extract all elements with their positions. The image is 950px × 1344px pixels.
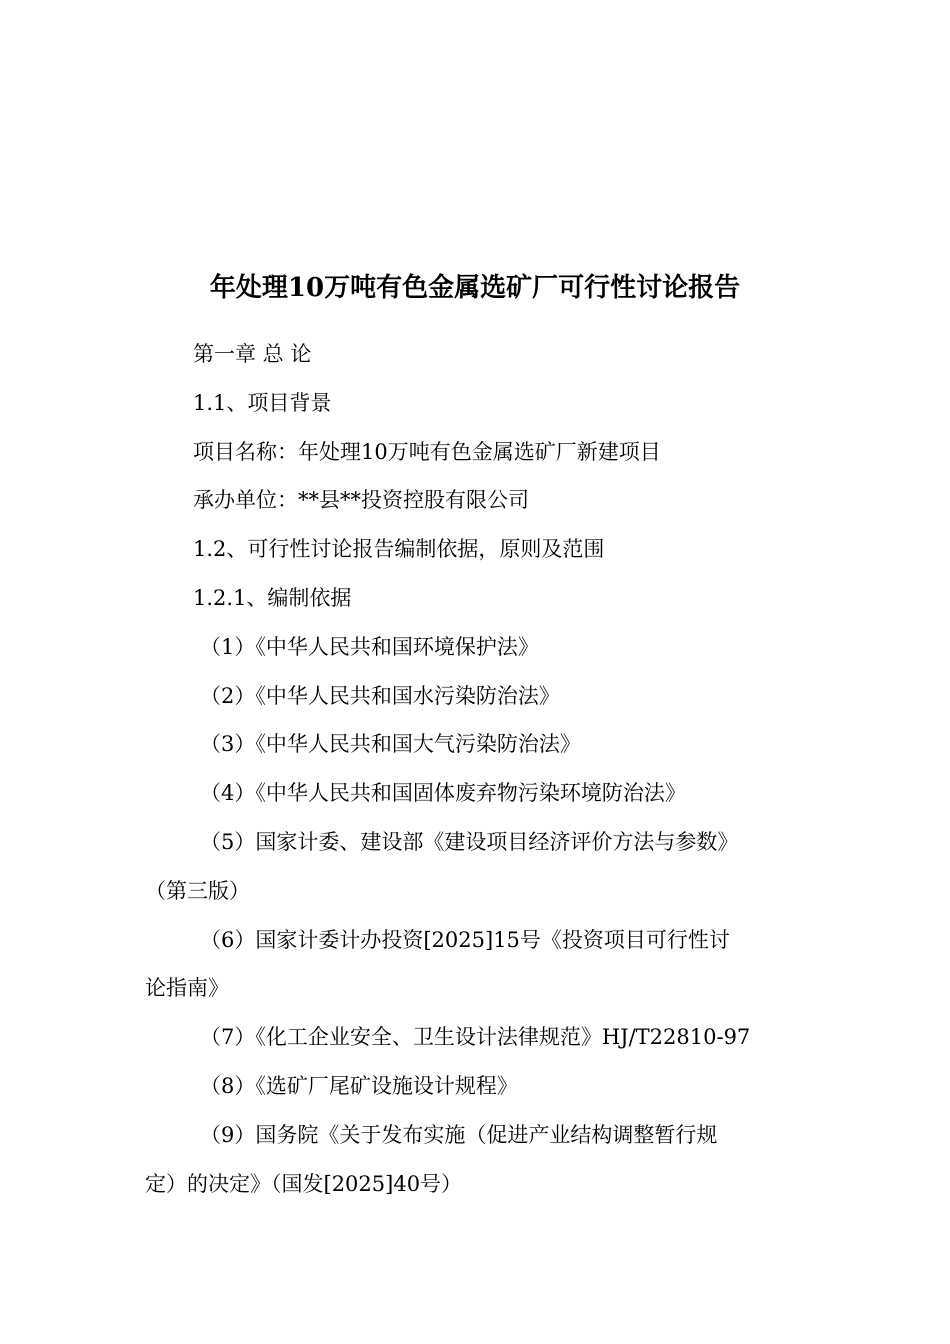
document-body — [145, 330, 810, 1208]
list-item-continuation: （第三版） — [145, 878, 250, 903]
section-heading: 1.2、可行性讨论报告编制依据，原则及范围 — [193, 537, 605, 562]
list-item: （7）《化工企业安全、卫生设计法律规范》HJ/T22810-97 — [200, 1025, 751, 1050]
paragraph-line: 承办单位：**县**投资控股有限公司 — [193, 488, 529, 513]
list-item-continuation: 论指南》 — [145, 976, 229, 1001]
list-item: （5）国家计委、建设部《建设项目经济评价方法与参数》 — [200, 829, 739, 854]
chapter-heading: 第一章 总 论 — [193, 342, 312, 366]
section-heading: 1.1、项目背景 — [193, 390, 332, 415]
list-item: （3）《中华人民共和国大气污染防治法》 — [200, 732, 581, 757]
document-title: 年处理10万吨有色金属选矿厂可行性讨论报告 — [209, 273, 741, 303]
subsection-heading: 1.2.1、编制依据 — [193, 585, 352, 610]
list-item: （4）《中华人民共和国固体废弃物污染环境防治法》 — [200, 781, 686, 806]
list-item-continuation: 定）的决定》（国发[2025]40号） — [145, 1171, 463, 1196]
list-item: （6）国家计委计办投资[2025]15号《投资项目可行性讨 — [200, 927, 730, 952]
list-item: （9）国务院《关于发布实施（促进产业结构调整暂行规 — [200, 1122, 718, 1147]
list-item: （8）《选矿厂尾矿设施设计规程》 — [200, 1073, 518, 1098]
paragraph-line: 项目名称：年处理10万吨有色金属选矿厂新建项目 — [193, 439, 661, 464]
list-item: （2）《中华人民共和国水污染防治法》 — [200, 683, 560, 708]
list-item: （1）《中华人民共和国环境保护法》 — [200, 634, 539, 659]
